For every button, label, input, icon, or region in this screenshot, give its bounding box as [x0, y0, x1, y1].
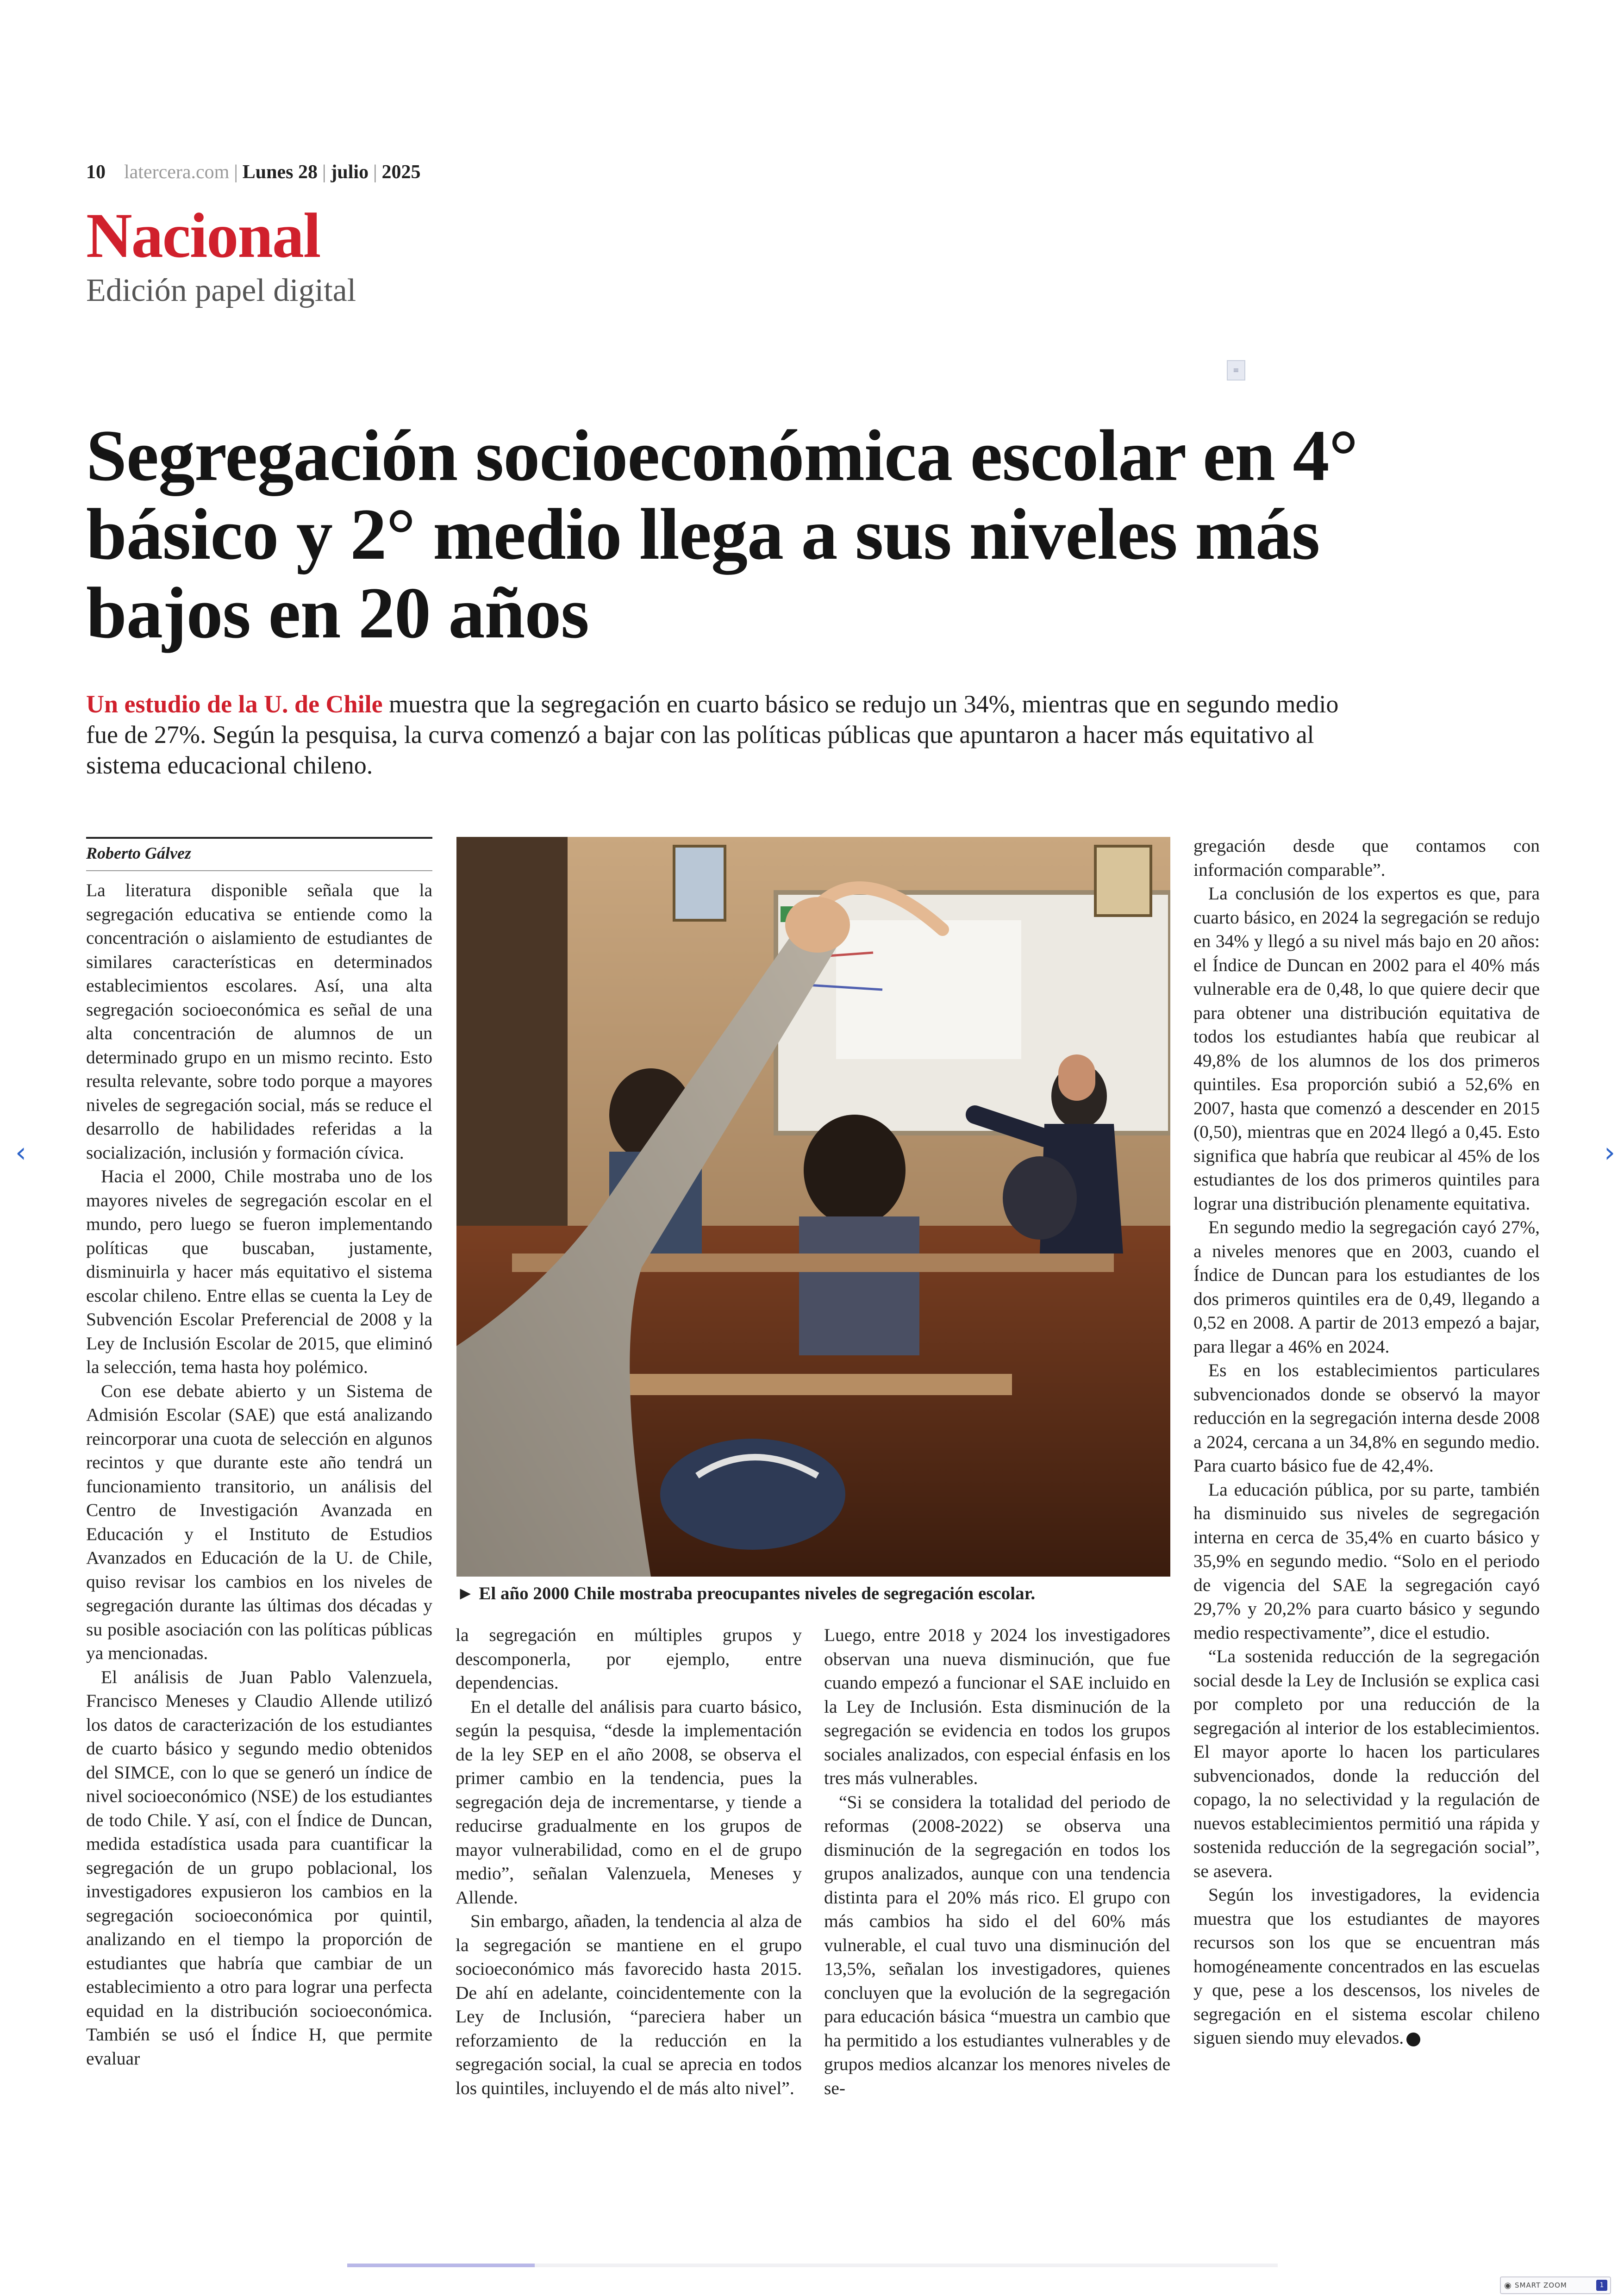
page-scrollbar-thumb[interactable]	[347, 2264, 535, 2267]
paragraph: Con ese debate abierto y un Sistema de Admisión Escolar (SAE) que está analizando reincorporar una cuota de selección en algunos recintos y que durante este año tendrá un funcionamiento transitorio, un análisis del Centro de Investigación Avanzada en Educación y el Instituto de Estudios Avanzados en Educación de la U. de Chile, quiso revisar los cambios en los niveles de segregación durante las últimas dos décadas y su posible asociación con las políticas públicas ya mencionadas.	[86, 1380, 432, 1663]
paragraph: El análisis de Juan Pablo Valenzuela, Francisco Meneses y Claudio Allende utilizó los datos de caracterización de los estudiantes de cuarto básico y segundo medio obtenidos del SIMCE, con lo que se generó un índice de nivel socioeconómico (NSE) de los estudiantes de todo Chile. Y así, con el Índice de Duncan, medida estadística usada para cuantificar la segregación de un grupo poblacional, los investigadores expusieron los cambios en la segregación socioeconómica por quintil, analizando en el tiempo la proporción de estudiantes que habría que cambiar de un establecimiento a otro para lograr una perfecta equidad en la distribución socioeconómica. También se usó el Índice H, que permite evaluar	[86, 1666, 432, 2069]
photo-caption: ► El año 2000 Chile mostraba preocupantes niveles de segregación escolar.	[456, 1584, 1036, 1603]
page-marker-icon[interactable]: ≡	[1227, 360, 1245, 380]
page-number: 10	[86, 162, 106, 183]
edition-label: Edición papel digital	[86, 273, 356, 308]
byline-rule-top	[86, 837, 432, 839]
article-end-mark-icon	[1406, 2033, 1420, 2046]
article-column-3	[824, 1623, 1170, 2100]
article-column-2	[456, 1623, 802, 2100]
paragraph: La educación pública, por su parte, también ha disminuido sus niveles de segregación interna en cerca de 35,4% en cuarto básico y 35,9% en segundo medio. “Solo en el periodo de vigencia del SAE la segregación cayó 29,7% y 20,2% para cuarto básico y segundo medio respectivamente”, dice el estudio.	[1193, 1479, 1540, 1643]
paragraph: En el detalle del análisis para cuarto básico, según la pesquisa, “desde la implementación de la ley SEP en el año 2008, se observa el primer cambio en la tendencia, pues la segregación deja de incrementarse, y tiende a reducirse gradualmente en los grupos de mayor vulnerabilidad, como en el de grupo medio”, señalan Valenzuela, Meneses y Allende.	[456, 1696, 802, 1908]
article-column-1	[86, 879, 432, 2070]
deck-text: muestra que la segregación en cuarto básico se redujo un 34%, mientras que en segundo medio fue de 27%. Según la pesquisa, la curva comenzó a bajar con las políticas públicas que apuntaron a hacer más equitativo al sistema educacional chileno.	[86, 690, 1339, 779]
paragraph: Es en los establecimientos particulares subvencionados donde se observó la mayor reducción en la segregación interna desde 2008 a 2024, cercana a un 34,8% en segundo medio. Para cuarto básico fue de 42,4%.	[1193, 1360, 1540, 1476]
smart-zoom-button[interactable]	[1500, 2276, 1611, 2294]
paragraph: En segundo medio la segregación cayó 27%, a niveles menores que en 2003, cuando el Índice de Duncan para los estudiantes de los dos primeros quintiles era de 0,49, llegando a 0,52 en 2008. A partir de 2013 empezó a bajar, para llegar a 46% en 2024.	[1193, 1217, 1540, 1357]
next-page-button[interactable]	[1598, 1134, 1621, 1171]
paragraph: “Si se considera la totalidad del periodo de reformas (2008-2022) se observa una disminución de la segregación en todos los grupos analizados, aunque con una tendencia distinta para el 20% más rico. El grupo con más cambios ha sido el del 60% más vulnerable, el cual tuvo una disminución del 13,5%, señalan los investigadores, quienes concluyen que la evolución de la segregación para educación básica “muestra un cambio que ha permitido a los estudiantes vulnerables y de grupos medios alcanzar los menores niveles de se-	[824, 1791, 1170, 2098]
date-month: julio	[331, 162, 369, 183]
paragraph: Hacia el 2000, Chile mostraba uno de los mayores niveles de segregación escolar en el mundo, pero luego se fueron implementando políticas que buscaban, justamente, disminuirla y hacer más equitativo el sistema escolar chileno. Entre ellas se cuenta la Ley de Subvención Escolar Preferencial de 2008 y la Ley de Inclusión Escolar de 2015, que eliminó la selección, tema hasta hoy polémico.	[86, 1166, 432, 1377]
paragraph: “La sostenida reducción de la segregación social desde la Ley de Inclusión se explica casi por completo por una reducción de la segregación al interior de los establecimientos. El mayor aporte lo hacen los particulares subvencionados, donde la reducción del copago, la no selectividad y la regulación de nuevos establecimientos permitió una rápida y sostenida reducción de la segregación social”, se asevera.	[1193, 1646, 1540, 1881]
date-day: Lunes 28	[242, 162, 318, 183]
date-year: 2025	[381, 162, 421, 183]
paragraph-last	[1193, 1883, 1540, 2050]
eye-icon: ◉	[1504, 2280, 1512, 2290]
byline: Roberto Gálvez	[86, 844, 191, 862]
byline-rule-bottom	[86, 870, 432, 871]
article-column-4	[1193, 834, 1540, 2050]
article-deck	[86, 689, 1359, 780]
smart-zoom-label: SMART ZOOM	[1515, 2281, 1567, 2289]
paragraph: Luego, entre 2018 y 2024 los investigadores observan una nueva disminución, que fue cuando empezó a funcionar el SAE incluido en la Ley de Inclusión. Esta disminución de la segregación se evidencia en todos los grupos sociales analizados, con especial énfasis en los tres más vulnerables.	[824, 1625, 1170, 1788]
classroom-photo	[456, 837, 1170, 1577]
article-headline: Segregación socioeconómica escolar en 4° básico y 2° medio llega a sus niveles más bajos en 20 años	[86, 415, 1358, 654]
paragraph: La conclusión de los expertos es que, para cuarto básico, en 2024 la segregación se redujo en 34% y llegó a su nivel más bajo en 20 años: el Índice de Duncan en 2002 para el 40% más vulnerable era de 0,48, lo que quiere decir que para obtener una distribución equitativa de todos los estudiantes había que reubicar al 49,8% de los alumnos de los dos primeros quintiles. Esa proporción subió a 52,6% en 2007, hasta que comenzó a descender en 2015 (0,50), mientras que en 2024 llegó a 0,45. Esto significa que habría que reubicar al 45% de los estudiantes de los dos primeros quintiles para lograr una distribución plenamente equitativa.	[1193, 883, 1540, 1214]
page-folio: 10 latercera.com | Lunes 28 | julio | 2025	[86, 162, 421, 183]
paragraph: Sin embargo, añaden, la tendencia al alza de la segregación se mantiene en el grupo socioeconómico más favorecido hasta 2015. De ahí en adelante, coincidentemente con la Ley de Inclusión, “pareciera haber un reforzamiento de la reducción en la segregación social, la cual se aprecia en todos los quintiles, incluyendo el de más alto nivel”.	[456, 1911, 802, 2098]
paragraph: la segregación en múltiples grupos y descomponerla, por ejemplo, entre dependencias.	[456, 1625, 802, 1693]
deck-lead: Un estudio de la U. de Chile	[86, 690, 383, 718]
site-name: latercera.com	[124, 162, 230, 183]
prev-page-button[interactable]	[9, 1134, 32, 1171]
paragraph: La literatura disponible señala que la segregación educativa se entiende como la concentración o aislamiento de estudiantes de similares características en determinados establecimientos escolares. Así, una alta segregación socioeconómica es señal de una alta concentración de alumnos de un determinado grupo en un mismo recinto. Esto resulta relevante, sobre todo porque a mayores niveles de segregación social, más se reduce el desarrollo de habilidades referidas a la socialización, inclusión y formación cívica.	[86, 880, 432, 1163]
smart-zoom-count: 1	[1596, 2280, 1607, 2291]
chevron-left-icon: ‹	[15, 1136, 26, 1169]
paragraph: gregación desde que contamos con información comparable”.	[1193, 836, 1540, 880]
paragraph-text: Según los investigadores, la evidencia muestra que los estudiantes de mayores recursos son los que se encuentran más homogéneamente concentrados en las escuelas y que, pese a los descensos, los niveles de segregación en el sistema escolar chileno siguen siendo muy elevados.	[1193, 1884, 1540, 2048]
chevron-right-icon: ›	[1604, 1136, 1615, 1169]
section-title: Nacional	[86, 200, 320, 271]
